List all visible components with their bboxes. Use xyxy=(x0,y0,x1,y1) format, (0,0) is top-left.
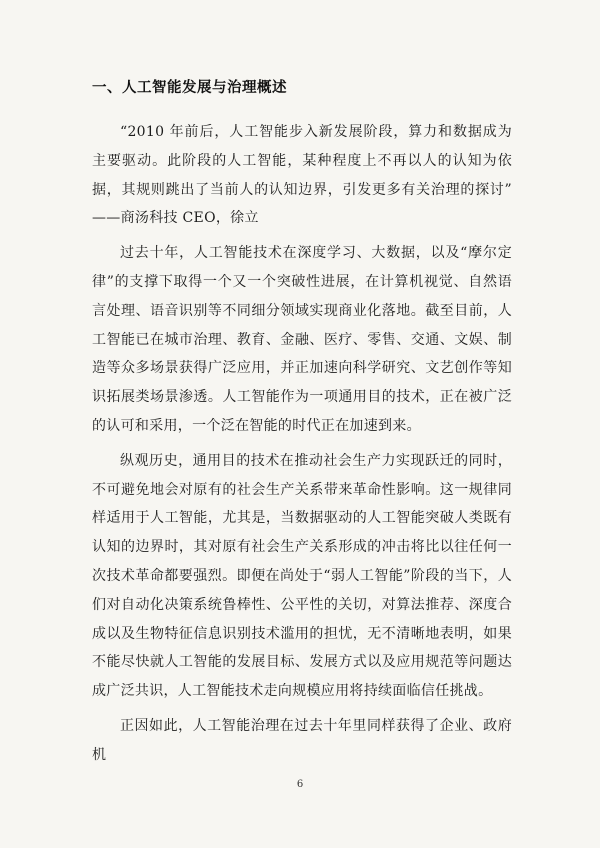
page-number: 6 xyxy=(296,779,304,790)
body-paragraph: 过去十年，人工智能技术在深度学习、大数据，以及“摩尔定律”的支撑下取得一个又一个突破性进展，在计算机视觉、自然语言处理、语音识别等不同细分领域实现商业化落地。截至目前，人工智能已在城市治理、教育、金融、医疗、零售、交通、文娱、制造等众多场景获得广泛应用，并正加速向科学研究、文艺创作等知识拓展类场景渗透。人工智能作为一项通用目的技术，正在被广泛的认可和采用，一个泛在智能的时代正在加速到来。 xyxy=(92,245,512,434)
body-text xyxy=(92,118,512,776)
section-heading: 一、人工智能发展与治理概述 xyxy=(92,80,287,96)
body-paragraph: 纵观历史，通用目的技术在推动社会生产力实现跃迁的同时，不可避免地会对原有的社会生产关系带来革命性影响。这一规律同样适用于人工智能，尤其是，当数据驱动的人工智能突破人类既有认知的边界时，其对原有社会生产关系形成的冲击将比以往任何一次技术革命都要强烈。即便在尚处于“弱人工智能”阶段的当下，人们对自动化决策系统鲁棒性、公平性的关切，对算法推荐、深度合成以及生物特征信息识别技术滥用的担忧，无不清晰地表明，如果不能尽快就人工智能的发展目标、发展方式以及应用规范等问题达成广泛共识，人工智能技术走向规模应用将持续面临信任挑战。 xyxy=(92,452,512,700)
quote-paragraph: “2010 年前后，人工智能步入新发展阶段，算力和数据成为主要驱动。此阶段的人工智能，某种程度上不再以人的认知为依据，其规则跳出了当前人的认知边界，引发更多有关治理的探讨” ——商汤科技 CEO，徐立 xyxy=(92,124,512,227)
body-paragraph: 正因如此，人工智能治理在过去十年里同样获得了企业、政府机 xyxy=(92,717,512,763)
